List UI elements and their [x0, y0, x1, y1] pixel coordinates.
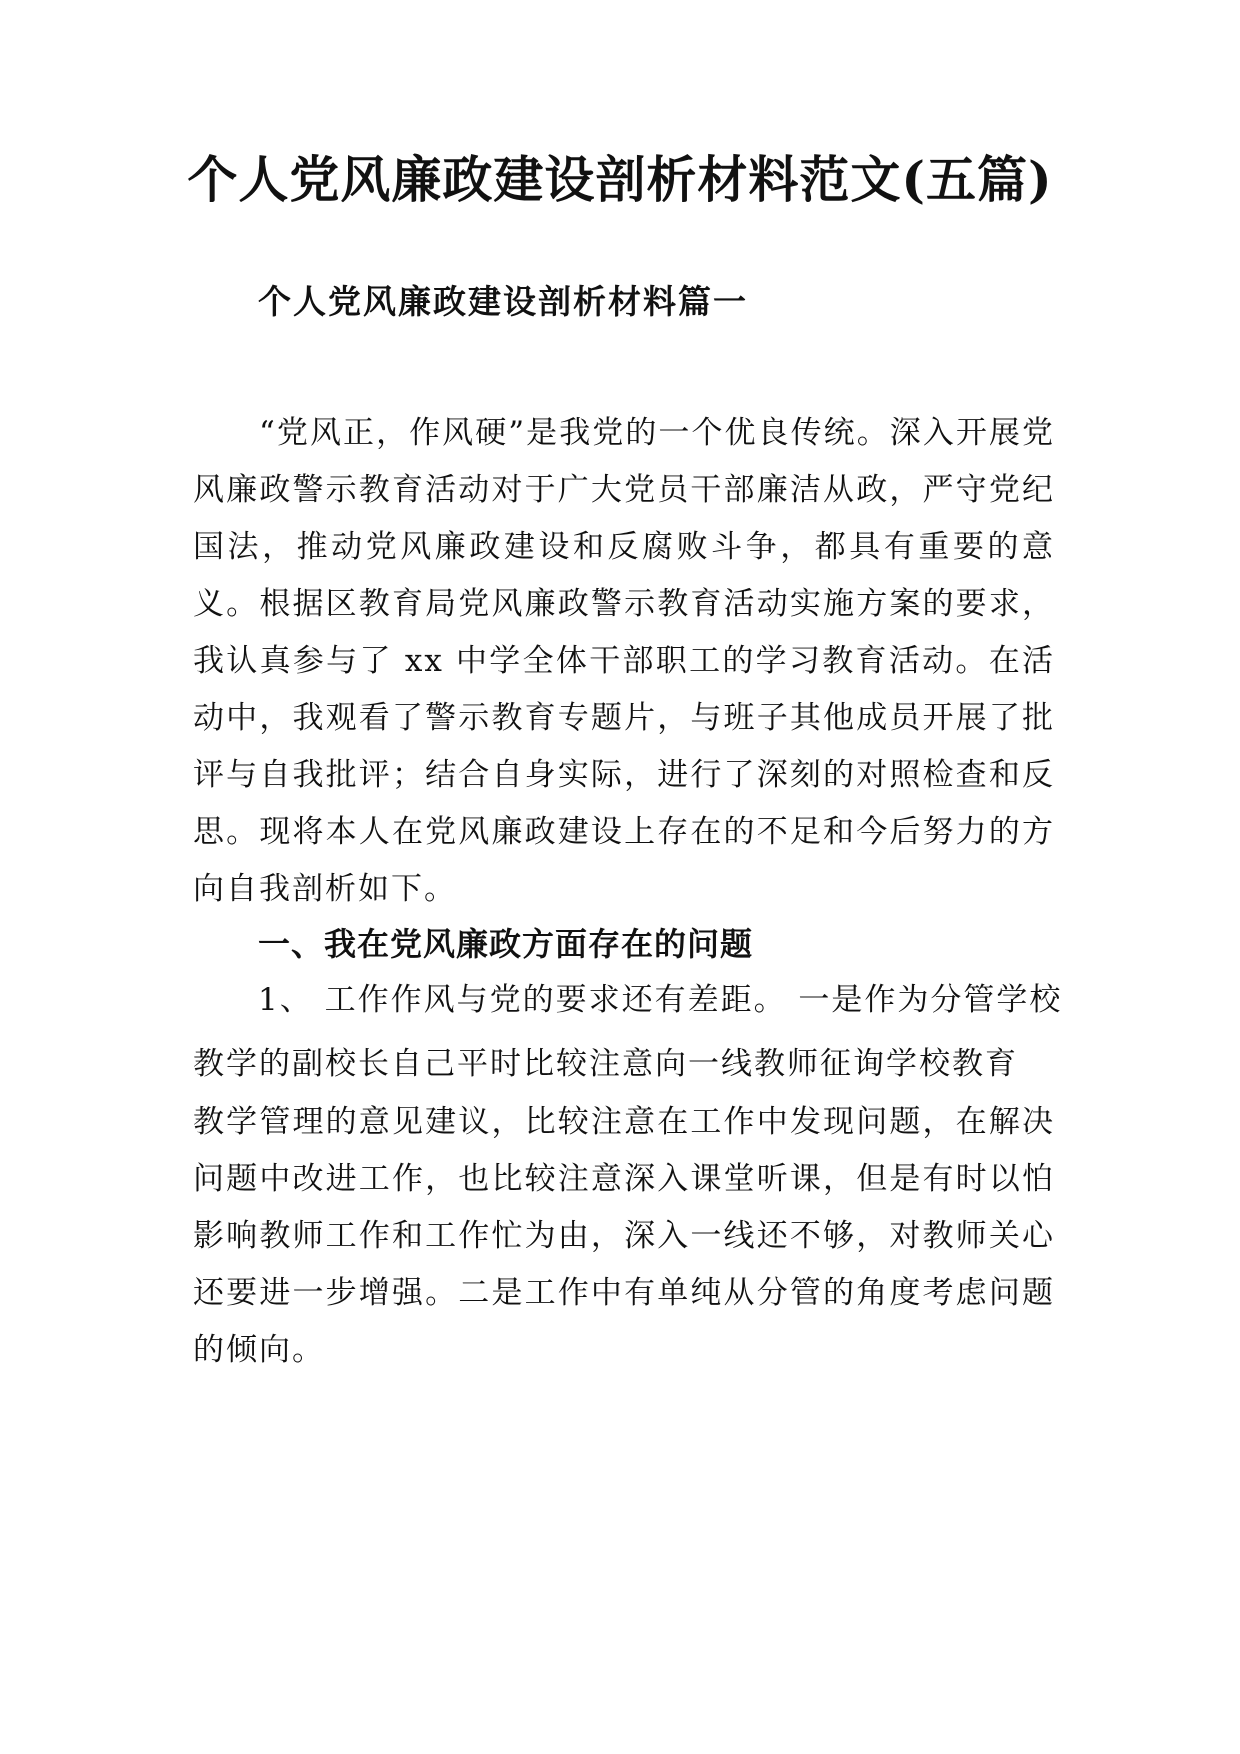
item-1-paragraph: 教学管理的意见建议，比较注意在工作中发现问题，在解决问题中改进工作，也比较注意深入课堂听课，但是有时以怕影响教师工作和工作忙为由，深入一线还不够，对教师关心还要进一步增强。二是工作中有单纯从分管的角度考虑问题的倾向。	[193, 1104, 1055, 1368]
document-title: 个人党风廉政建设剖析材料范文(五篇)	[187, 150, 1053, 209]
item-1-first-line: 1、 工作作风与党的要求还有差距。 一是作为分管学校	[258, 982, 1063, 1018]
intro-paragraph: “党风正，作风硬”是我党的一个优良传统。深入开展党风廉政警示教育活动对于广大党员干部廉洁从政，严守党纪国法，推动党风廉政建设和反腐败斗争，都具有重要的意义。根据区教育局党风廉政警示教育活动实施方案的要求，我认真参与了 xx 中学全体干部职工的学习教育活动。在活动中，我观看了警示教育专题片，与班子其他成员开展了批评与自我批评；结合自身实际，进行了深刻的对照检查和反思。现将本人在党风廉政建设上存在的不足和今后努力的方向自我剖析如下。	[193, 415, 1055, 907]
item-1-second-line: 教学的副校长自己平时比较注意向一线教师征询学校教育	[193, 1046, 1018, 1082]
subheading-problems: 一、我在党风廉政方面存在的问题	[258, 925, 754, 963]
section-title: 个人党风廉政建设剖析材料篇一	[258, 282, 748, 321]
